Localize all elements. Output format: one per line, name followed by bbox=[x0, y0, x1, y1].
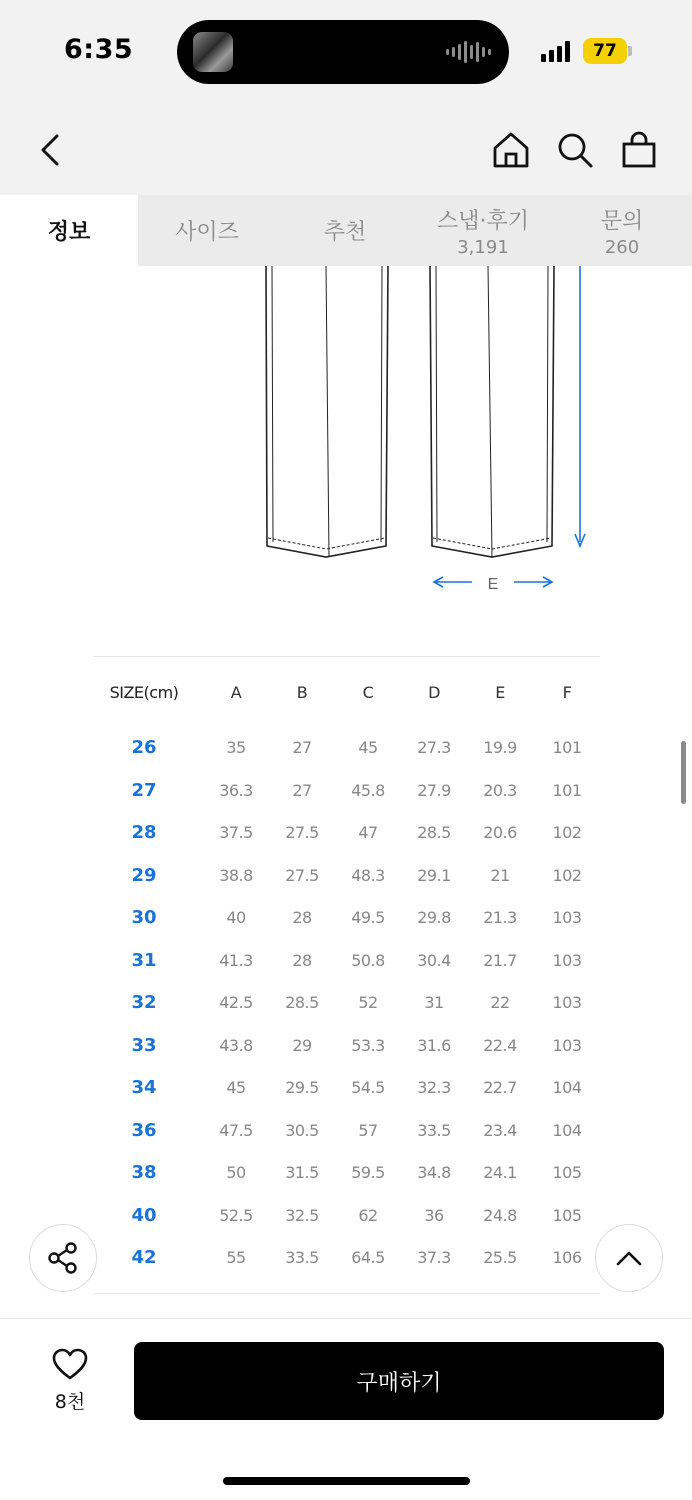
audio-wave-icon bbox=[446, 40, 491, 64]
like-button[interactable] bbox=[40, 1347, 100, 1414]
search-button[interactable] bbox=[555, 130, 595, 170]
measure-label-e: E bbox=[487, 576, 499, 593]
cell-d: 33.5 bbox=[417, 1120, 451, 1140]
cell-f: 103 bbox=[552, 1035, 582, 1055]
table-row bbox=[94, 1158, 600, 1188]
table-row bbox=[94, 733, 600, 763]
cell-d: 27.3 bbox=[417, 738, 451, 757]
cell-f: 103 bbox=[552, 950, 582, 970]
table-row bbox=[94, 1073, 600, 1103]
header-d: D bbox=[428, 683, 440, 702]
cell-f: 102 bbox=[552, 865, 582, 885]
scroll-top-button[interactable] bbox=[595, 1224, 663, 1292]
cell-f: 101 bbox=[552, 738, 582, 757]
cell-e: 24.8 bbox=[483, 1205, 517, 1225]
cellular-signal-icon bbox=[541, 40, 570, 62]
header-b: B bbox=[296, 683, 308, 702]
cell-size: 42 bbox=[131, 1247, 157, 1268]
cell-a: 35 bbox=[226, 738, 246, 757]
cell-f: 102 bbox=[552, 823, 582, 842]
cell-b: 32.5 bbox=[285, 1205, 319, 1225]
cell-c: 47 bbox=[358, 823, 378, 842]
cell-f: 104 bbox=[552, 1078, 582, 1097]
cell-size: 28 bbox=[131, 822, 157, 843]
cell-b: 28 bbox=[292, 908, 312, 927]
cell-d: 31.6 bbox=[417, 1035, 451, 1055]
bag-icon bbox=[621, 131, 657, 169]
home-icon bbox=[492, 131, 530, 169]
cell-a: 43.8 bbox=[219, 1035, 253, 1055]
share-icon bbox=[46, 1241, 80, 1275]
cell-e: 22 bbox=[490, 993, 510, 1012]
media-thumbnail bbox=[193, 32, 233, 72]
battery-indicator: 77 bbox=[583, 38, 627, 64]
cell-b: 27 bbox=[292, 738, 312, 757]
cell-b: 30.5 bbox=[285, 1120, 319, 1140]
tab-label: 정보 bbox=[47, 220, 91, 245]
cell-d: 31 bbox=[424, 993, 444, 1012]
cell-d: 28.5 bbox=[417, 823, 451, 842]
table-row bbox=[94, 946, 600, 976]
inquiry-count: 260 bbox=[604, 236, 640, 258]
search-icon bbox=[556, 131, 594, 169]
cell-c: 50.8 bbox=[351, 950, 385, 970]
cell-c: 62 bbox=[358, 1205, 378, 1225]
home-indicator bbox=[223, 1477, 470, 1485]
cell-b: 29 bbox=[292, 1035, 312, 1055]
cell-a: 37.5 bbox=[219, 823, 253, 842]
cell-d: 30.4 bbox=[417, 950, 451, 970]
header-e: E bbox=[495, 683, 505, 702]
tab-size[interactable] bbox=[138, 195, 276, 266]
cell-e: 25.5 bbox=[483, 1248, 517, 1267]
back-button[interactable] bbox=[30, 130, 70, 170]
table-row bbox=[94, 988, 600, 1018]
cell-d: 32.3 bbox=[417, 1078, 451, 1097]
cell-size: 33 bbox=[131, 1034, 157, 1056]
tab-label: 문의 bbox=[600, 208, 644, 234]
cell-e: 20.6 bbox=[483, 823, 517, 842]
cell-e: 21.7 bbox=[483, 950, 517, 970]
cell-f: 105 bbox=[552, 1205, 582, 1225]
header-c: C bbox=[362, 683, 374, 702]
tab-info[interactable] bbox=[0, 195, 138, 266]
cell-size: 29 bbox=[131, 864, 157, 886]
cell-d: 27.9 bbox=[417, 780, 451, 800]
cell-f: 103 bbox=[552, 908, 582, 927]
cell-b: 28.5 bbox=[285, 993, 319, 1012]
cell-c: 45 bbox=[358, 738, 378, 757]
header-size: SIZE(cm) bbox=[109, 683, 179, 702]
cell-e: 21 bbox=[490, 865, 510, 885]
cell-size: 34 bbox=[131, 1077, 157, 1098]
share-button[interactable] bbox=[29, 1224, 97, 1292]
cell-b: 33.5 bbox=[285, 1248, 319, 1267]
table-header bbox=[94, 678, 600, 708]
cell-a: 38.8 bbox=[219, 865, 253, 885]
chevron-up-icon bbox=[615, 1249, 643, 1267]
cell-e: 19.9 bbox=[483, 738, 517, 757]
cell-size: 38 bbox=[131, 1162, 157, 1183]
tab-recommend[interactable] bbox=[276, 195, 414, 266]
cell-a: 42.5 bbox=[219, 993, 253, 1012]
cell-d: 29.1 bbox=[417, 865, 451, 885]
cell-f: 101 bbox=[552, 780, 582, 800]
table-row bbox=[94, 776, 600, 806]
scrollbar-thumb[interactable] bbox=[681, 741, 686, 804]
home-button[interactable] bbox=[491, 130, 531, 170]
cell-f: 103 bbox=[552, 993, 582, 1012]
tab-snap-review[interactable] bbox=[414, 195, 552, 266]
battery-nub bbox=[628, 46, 632, 56]
cell-a: 52.5 bbox=[219, 1205, 253, 1225]
header-f: F bbox=[562, 683, 572, 702]
table-row bbox=[94, 861, 600, 891]
cell-d: 29.8 bbox=[417, 908, 451, 927]
cell-c: 52 bbox=[358, 993, 378, 1012]
cell-c: 64.5 bbox=[351, 1248, 385, 1267]
table-row bbox=[94, 1201, 600, 1231]
cart-button[interactable] bbox=[619, 130, 659, 170]
cell-c: 54.5 bbox=[351, 1078, 385, 1097]
purchase-bar bbox=[0, 1318, 692, 1500]
status-bar bbox=[0, 0, 692, 105]
cell-a: 40 bbox=[226, 908, 246, 927]
cell-c: 45.8 bbox=[351, 780, 385, 800]
tab-label: 추천 bbox=[323, 220, 367, 245]
table-row bbox=[94, 1116, 600, 1146]
cell-b: 27 bbox=[292, 780, 312, 800]
cell-d: 36 bbox=[424, 1205, 444, 1225]
tab-label: 사이즈 bbox=[175, 220, 239, 245]
cell-e: 21.3 bbox=[483, 908, 517, 927]
cell-d: 37.3 bbox=[417, 1248, 451, 1267]
table-row bbox=[94, 818, 600, 848]
cell-size: 30 bbox=[131, 907, 157, 928]
cell-e: 22.4 bbox=[483, 1035, 517, 1055]
top-header bbox=[0, 105, 692, 195]
cell-b: 31.5 bbox=[285, 1163, 319, 1182]
table-row bbox=[94, 1031, 600, 1061]
tab-inquiry[interactable] bbox=[552, 195, 692, 266]
table-row bbox=[94, 903, 600, 933]
cell-e: 24.1 bbox=[483, 1163, 517, 1182]
cell-c: 48.3 bbox=[351, 865, 385, 885]
cell-f: 106 bbox=[552, 1248, 582, 1267]
cell-b: 27.5 bbox=[285, 865, 319, 885]
cell-c: 53.3 bbox=[351, 1035, 385, 1055]
cell-b: 29.5 bbox=[285, 1078, 319, 1097]
size-table bbox=[94, 656, 600, 1294]
cell-a: 45 bbox=[226, 1078, 246, 1097]
header-a: A bbox=[230, 683, 242, 702]
cell-c: 49.5 bbox=[351, 908, 385, 927]
cell-size: 40 bbox=[131, 1204, 157, 1226]
cell-a: 41.3 bbox=[219, 950, 253, 970]
cell-size: 26 bbox=[131, 737, 157, 758]
cell-size: 32 bbox=[131, 992, 157, 1013]
heart-icon bbox=[51, 1347, 89, 1381]
cell-c: 57 bbox=[358, 1120, 378, 1140]
review-count: 3,191 bbox=[457, 236, 509, 258]
cell-e: 23.4 bbox=[483, 1120, 517, 1140]
cell-a: 55 bbox=[226, 1248, 246, 1267]
pants-size-diagram bbox=[0, 266, 692, 606]
cell-a: 50 bbox=[226, 1163, 246, 1182]
cell-size: 27 bbox=[131, 779, 157, 801]
cell-b: 28 bbox=[292, 950, 312, 970]
cell-e: 20.3 bbox=[483, 780, 517, 800]
cell-c: 59.5 bbox=[351, 1163, 385, 1182]
cell-f: 105 bbox=[552, 1163, 582, 1182]
table-row bbox=[94, 1243, 600, 1273]
cell-e: 22.7 bbox=[483, 1078, 517, 1097]
cell-a: 47.5 bbox=[219, 1120, 253, 1140]
cell-b: 27.5 bbox=[285, 823, 319, 842]
back-icon bbox=[38, 133, 62, 167]
status-time: 6:35 bbox=[64, 34, 134, 65]
cell-a: 36.3 bbox=[219, 780, 253, 800]
dynamic-island bbox=[177, 20, 509, 84]
tab-label: 스냅·후기 bbox=[436, 208, 529, 234]
product-tabs bbox=[0, 195, 692, 266]
like-count: 8천 bbox=[54, 1391, 86, 1413]
cell-size: 31 bbox=[131, 949, 157, 971]
cell-f: 104 bbox=[552, 1120, 582, 1140]
cell-size: 36 bbox=[131, 1119, 157, 1141]
buy-button[interactable]: 구매하기 bbox=[134, 1342, 664, 1420]
cell-d: 34.8 bbox=[417, 1163, 451, 1182]
